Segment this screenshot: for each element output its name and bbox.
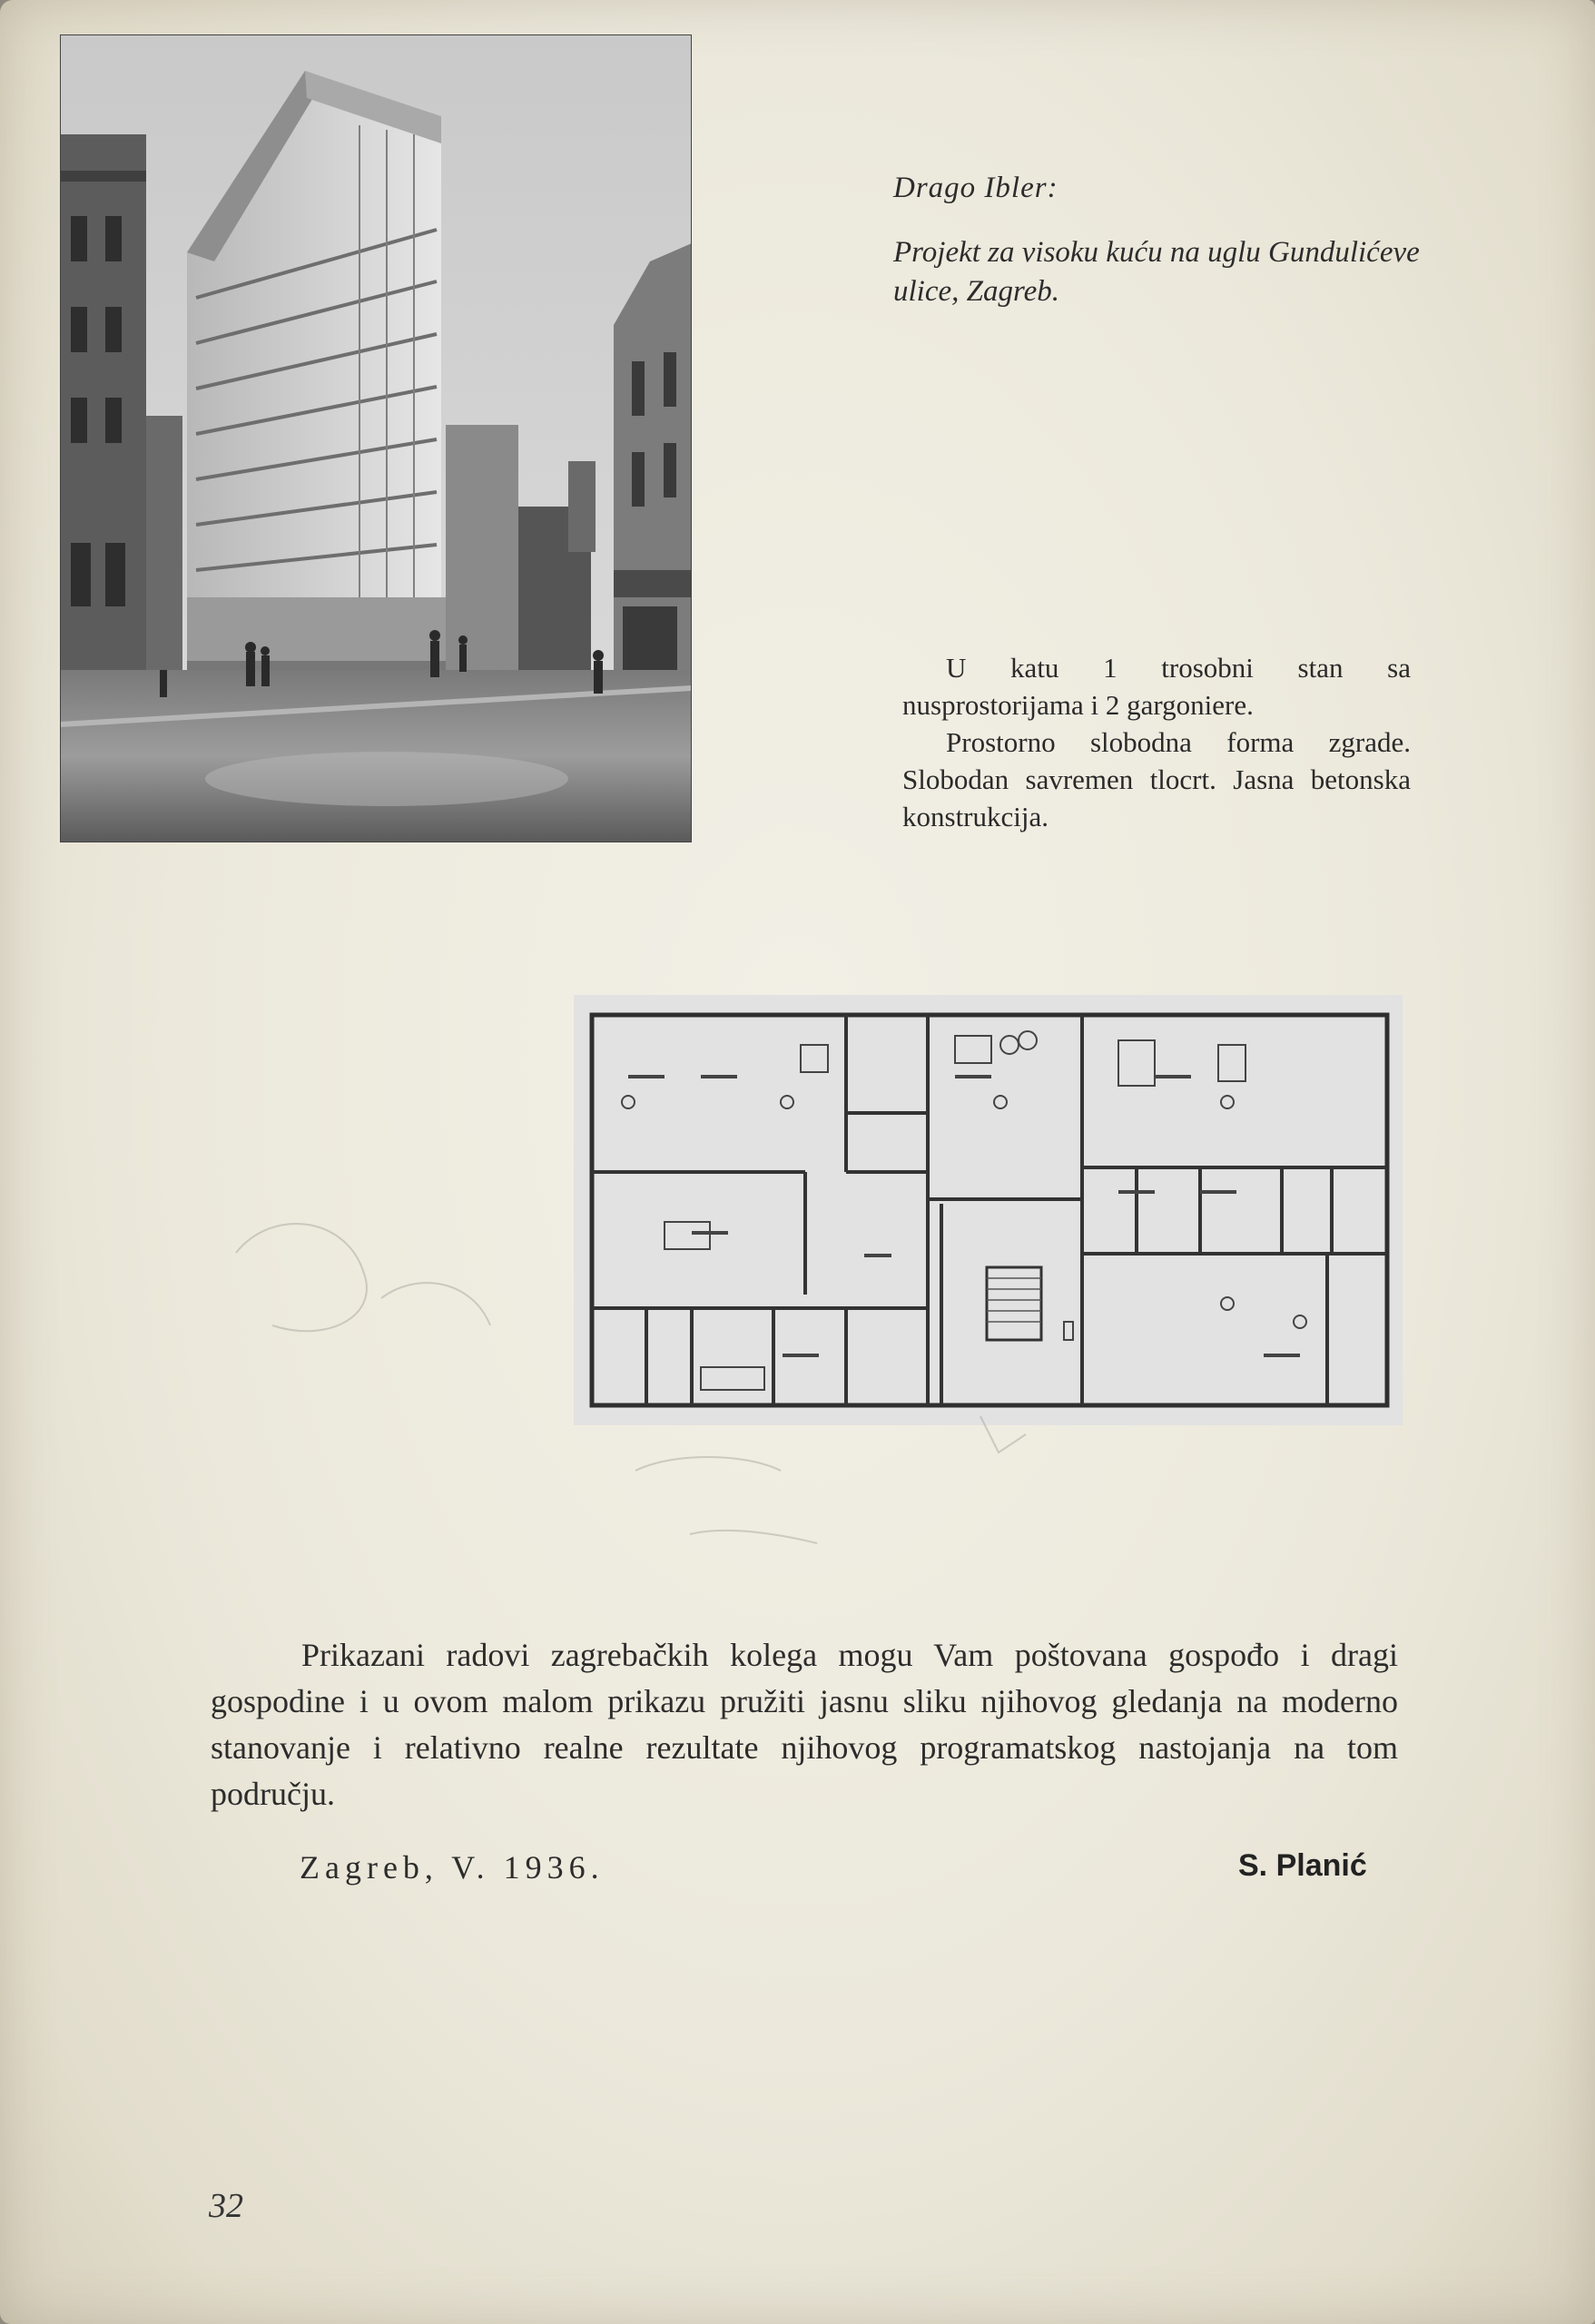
place-date: Zagreb, V. 1936. bbox=[300, 1849, 605, 1886]
author-signature: S. Planić bbox=[1238, 1848, 1367, 1883]
caption-project: Projekt za visoku kuću na uglu Gundulićeve ulice, Zagreb. bbox=[893, 235, 1420, 308]
page-number: 32 bbox=[209, 2187, 243, 2225]
body-paragraph: Prikazani radovi zagrebačkih kolega mogu Vam poštovana gospođo i dragi gospodine i u ovom malom prikazu pružiti jasnu sliku njihovog gledanja na moderno stanovanje i relativno realne rezultate njihovog programatskog nastojanja na tom području. bbox=[211, 1637, 1398, 1813]
description-paragraph-2: Prostorno slobodna forma zgrade. Slobodan savremen tlocrt. Jasna betonska konstrukcija. bbox=[902, 725, 1411, 832]
description-paragraph-1: U katu 1 trosobni stan sa nusprostorijama i 2 gargoniere. bbox=[902, 652, 1411, 721]
caption-author: Drago Ibler: bbox=[893, 172, 1058, 204]
